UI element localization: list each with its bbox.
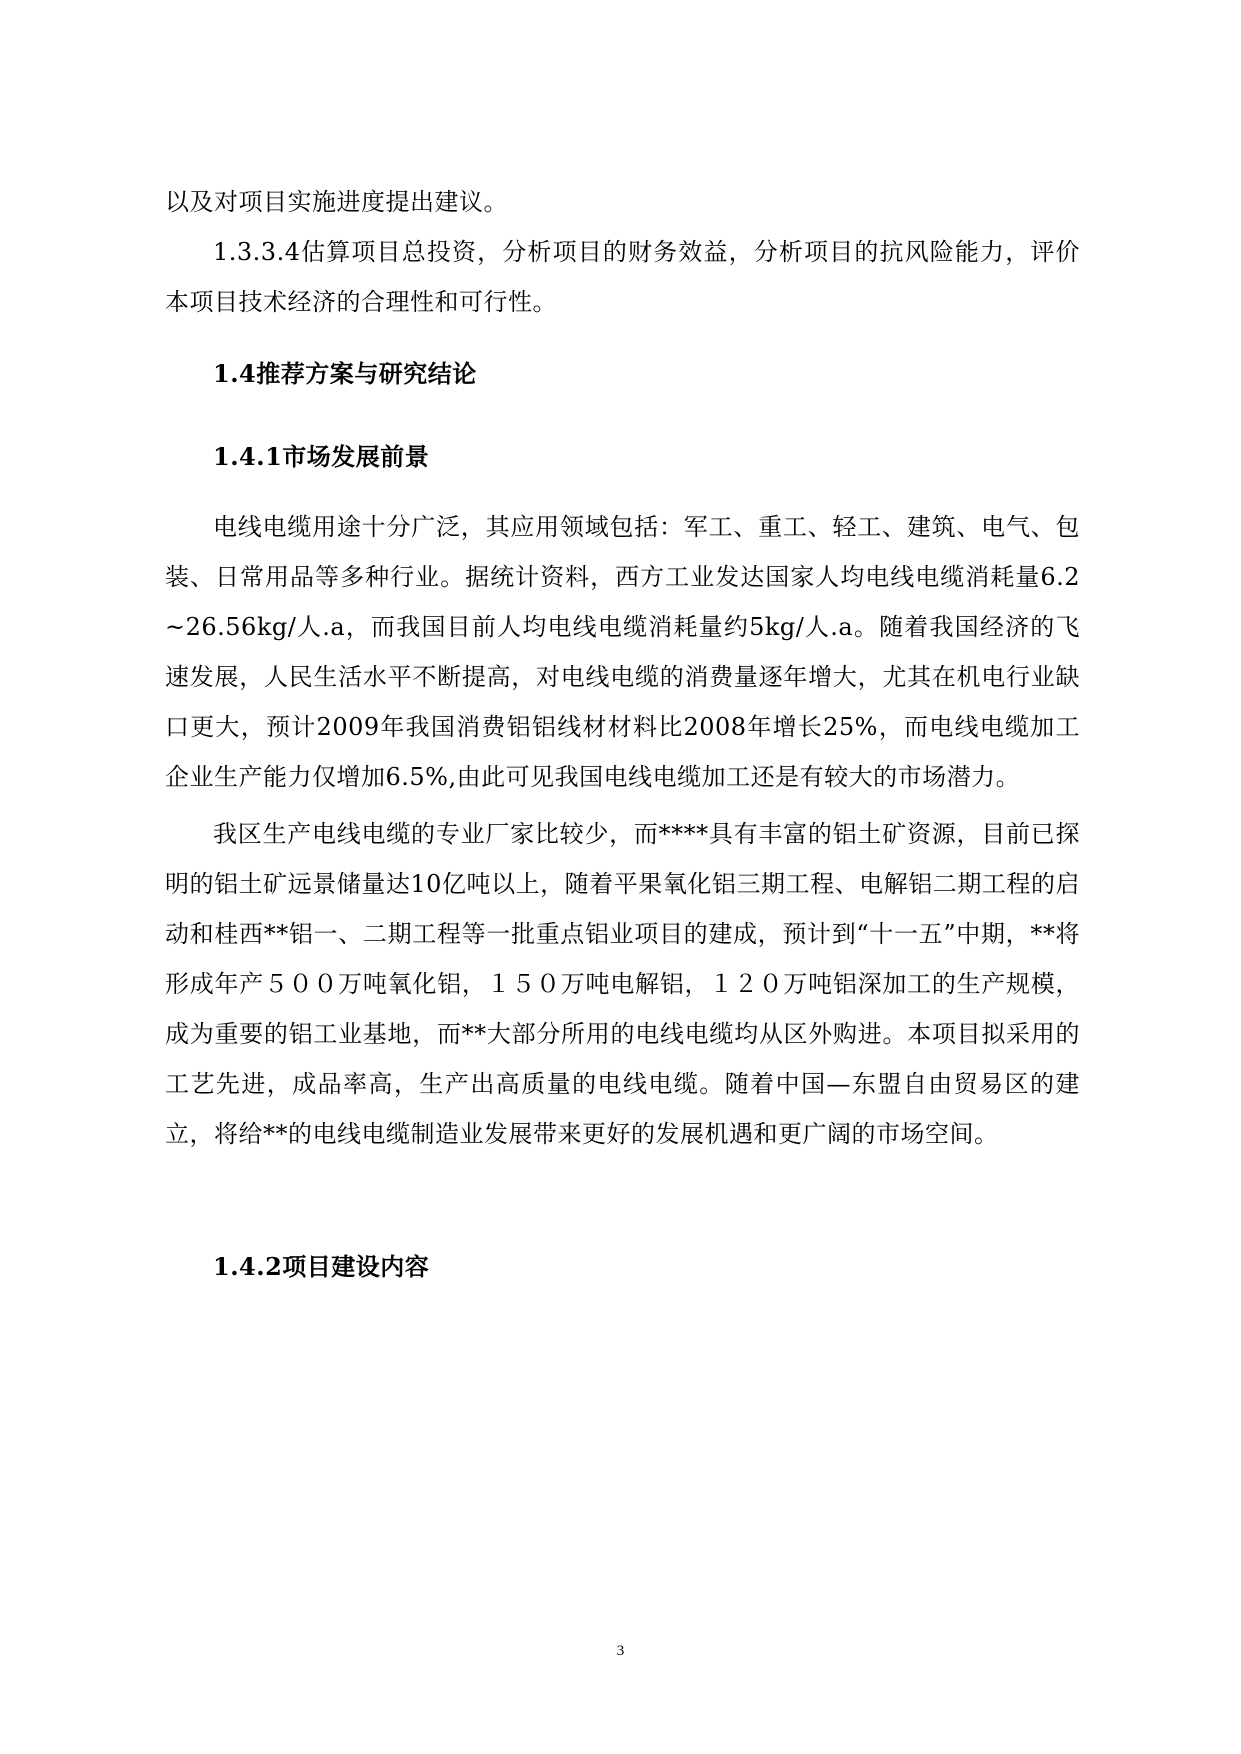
- page-number: 3: [616, 1643, 625, 1659]
- paragraph-regional-production: 我区生产电线电缆的专业厂家比较少，而****具有丰富的铝土矿资源，目前已探明的铝土矿远景储量达10亿吨以上，随着平果氧化铝三期工程、电解铝二期工程的启动和桂西**铝一、二期工程等一批重点铝业项目的建成，预计到“十一五”中期，**将形成年产５００万吨氧化铝，１５０万吨电解铝，１２０万吨铝深加工的生产规模，成为重要的铝工业基地，而**大部分所用的电线电缆均从区外购进。本项目拟采用的工艺先进，成品率高，生产出高质量的电线电缆。随着中国—东盟自由贸易区的建立，将给**的电线电缆制造业发展带来更好的发展机遇和更广阔的市场空间。: [165, 820, 1080, 1148]
- heading-market-prospects: 1.4.1市场发展前景: [213, 442, 430, 471]
- paragraph-implementation-schedule: 以及对项目实施进度提出建议。: [165, 188, 508, 216]
- paragraph-cable-applications: 电线电缆用途十分广泛，其应用领域包括：军工、重工、轻工、建筑、电气、包装、日常用品等多种行业。据统计资料，西方工业发达国家人均电线电缆消耗量6.2~26.56kg/人.a，而我国目前人均电线电缆消耗量约5kg/人.a。随着我国经济的飞速发展，人民生活水平不断提高，对电线电缆的消费量逐年增大，尤其在机电行业缺口更大，预计2009年我国消费铝铝线材材料比2008年增长25%，而电线电缆加工企业生产能力仅增加6.5%,由此可见我国电线电缆加工还是有较大的市场潜力。: [165, 513, 1080, 791]
- paragraph-investment-estimate: 1.3.3.4估算项目总投资，分析项目的财务效益，分析项目的抗风险能力，评价本项目技术经济的合理性和可行性。: [165, 238, 1080, 316]
- heading-construction-content: 1.4.2项目建设内容: [213, 1252, 430, 1281]
- heading-recommended-plan: 1.4推荐方案与研究结论: [213, 359, 477, 388]
